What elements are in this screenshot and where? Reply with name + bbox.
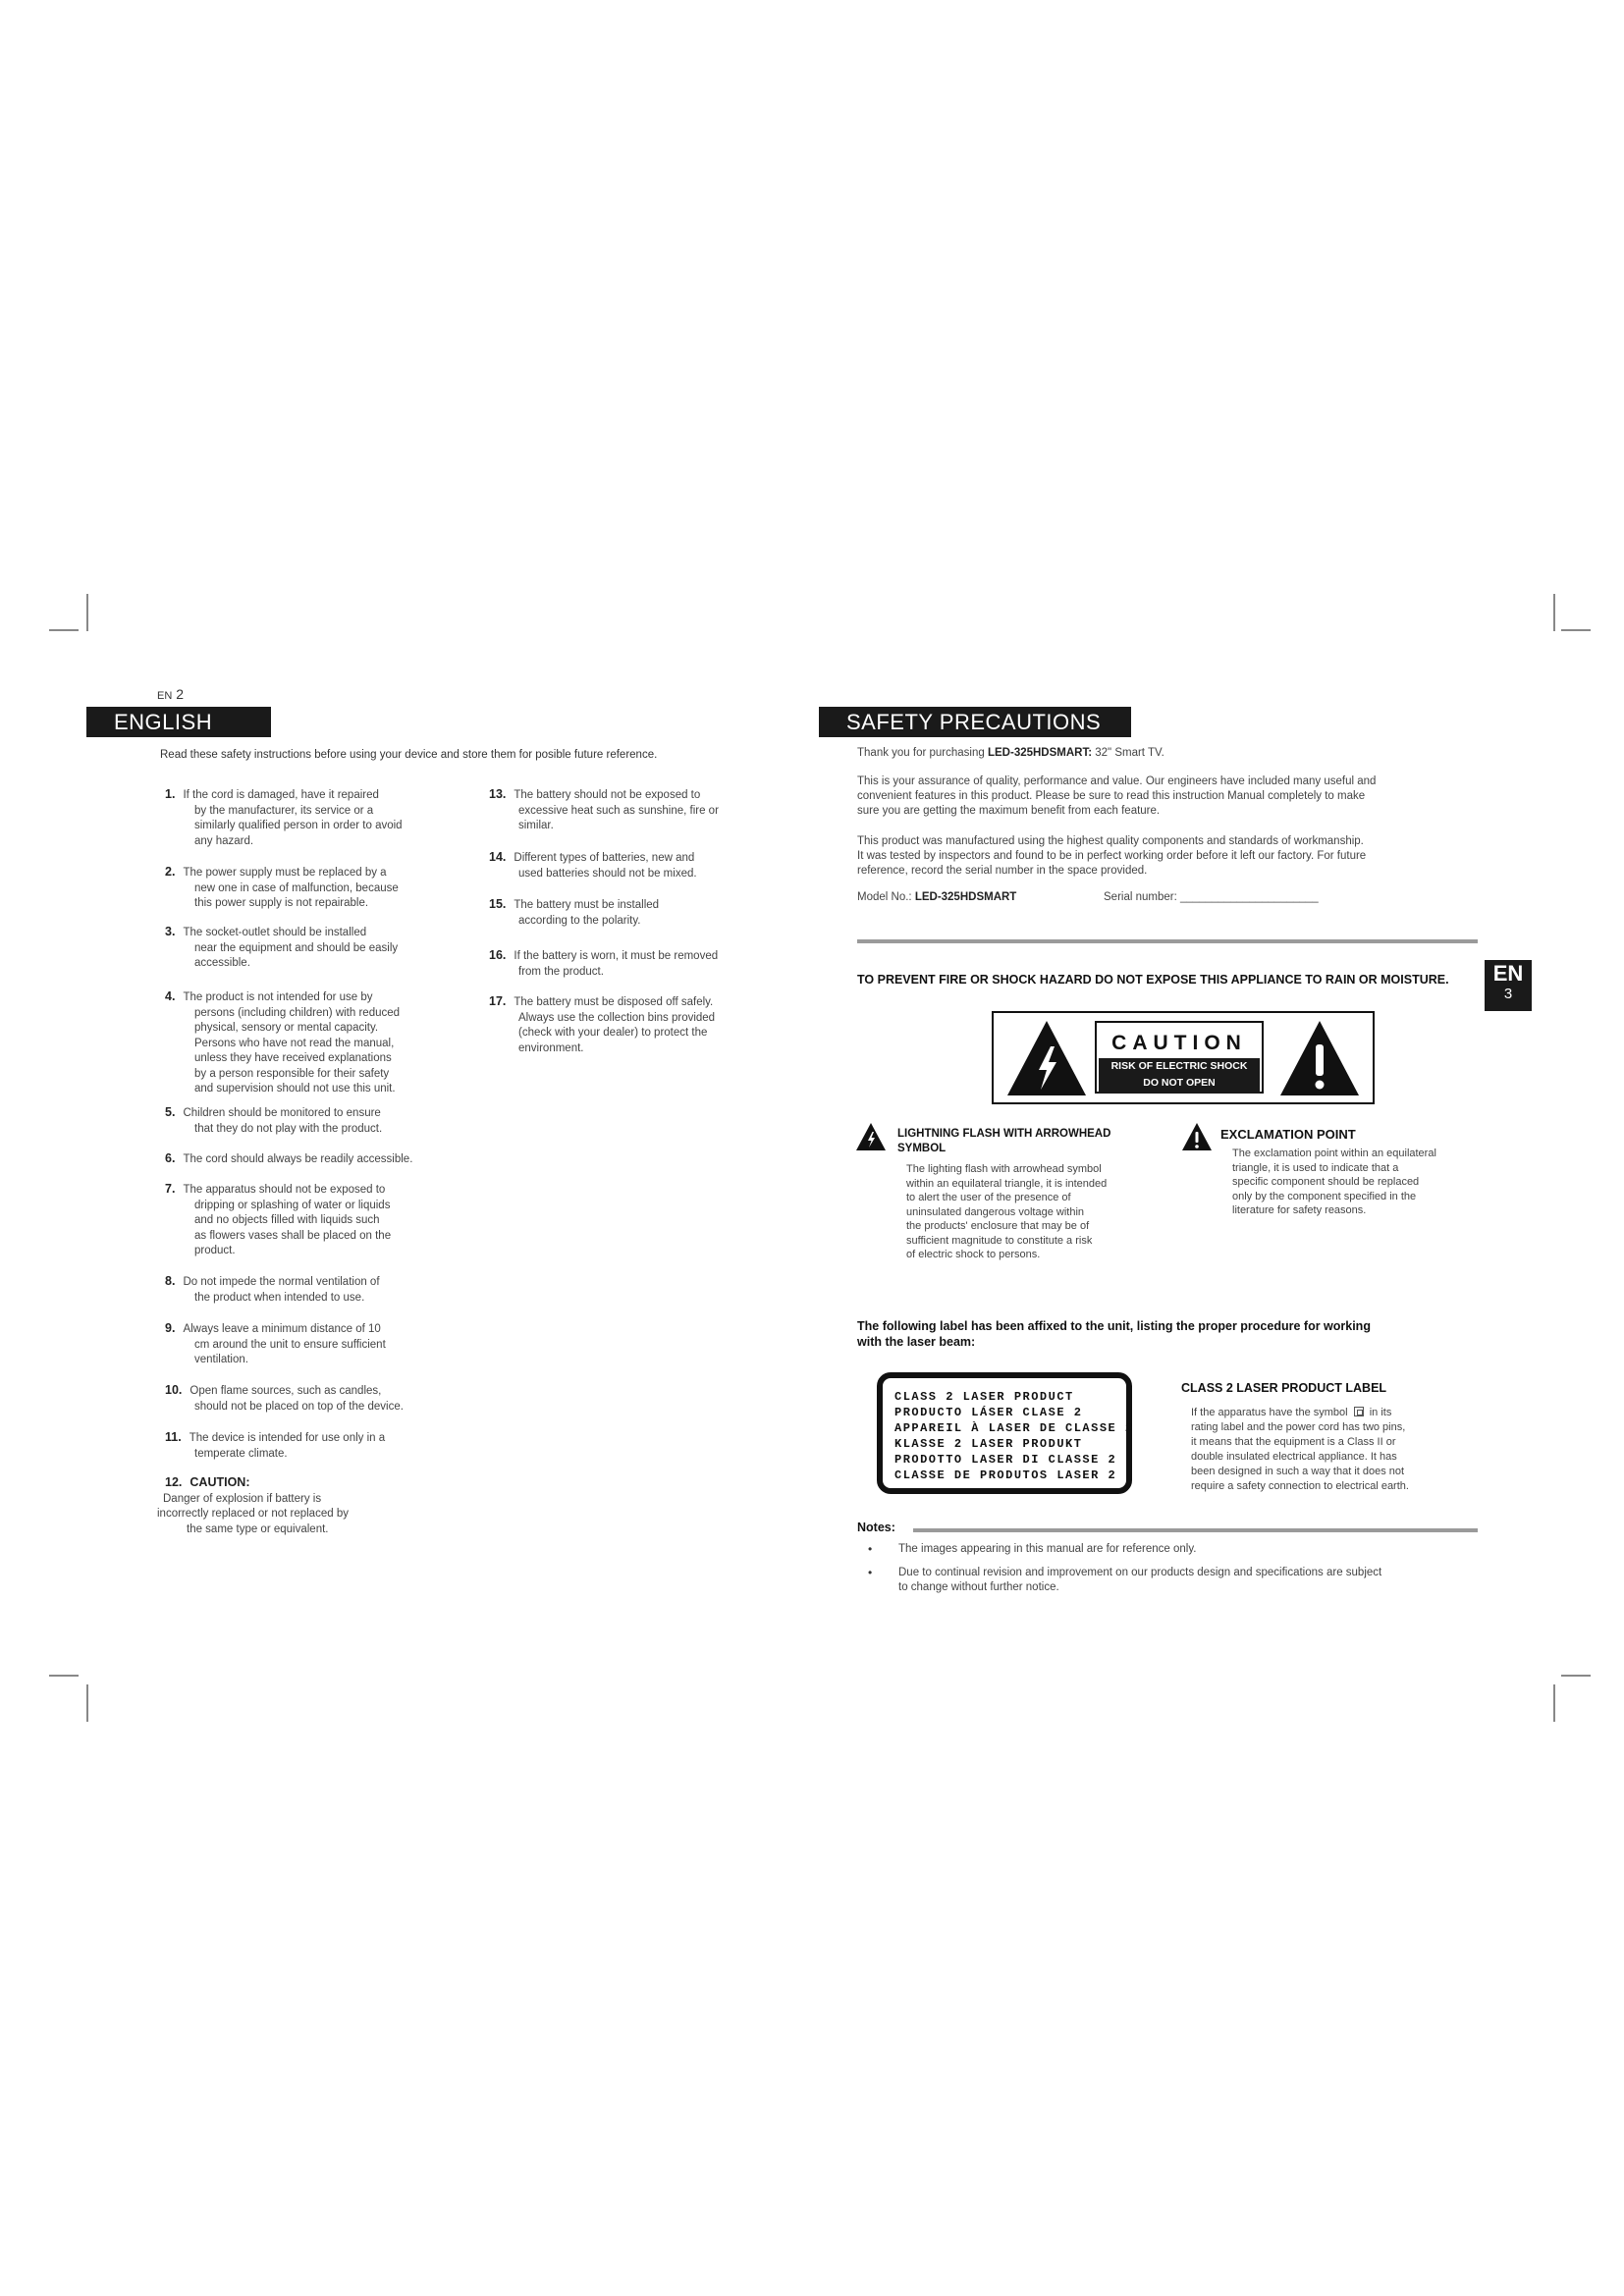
lightning-text-line: The lighting flash with arrowhead symbol — [906, 1163, 1102, 1175]
safety-item — [165, 1430, 385, 1462]
safety-item-text: The battery must be installed — [514, 899, 660, 911]
safety-item — [165, 1321, 386, 1368]
safety-item-text: as flowers vases shall be placed on the — [194, 1229, 392, 1242]
safety-item — [165, 989, 400, 1097]
safety-item-text: Persons who have not read the manual, — [194, 1037, 395, 1049]
double-square-icon — [1354, 1407, 1364, 1416]
crop-mark — [1553, 1684, 1555, 1722]
safety-item-text: The cord should always be readily accessible. — [183, 1153, 413, 1165]
paragraph-line: reference, record the serial number in the space provided. — [857, 865, 1148, 877]
safety-item-text: Always use the collection bins provided — [518, 1011, 716, 1024]
note-line: The images appearing in this manual are for reference only. — [898, 1543, 1197, 1555]
safety-item — [165, 787, 403, 849]
safety-item — [165, 1182, 391, 1259]
safety-item-number: 13. — [489, 787, 507, 801]
laser-label-line: APPAREIL À LASER DE CLASSE 2 — [894, 1421, 1134, 1435]
safety-item-number: 9. — [165, 1321, 176, 1335]
safety-item-text: ventilation. — [194, 1354, 248, 1365]
page-prefix: EN — [157, 690, 173, 702]
safety-item-text: used batteries should not be mixed. — [518, 867, 697, 880]
safety-item-text: environment. — [518, 1041, 584, 1054]
intro-text: Read these safety instructions before using your device and store them for posible future reference. — [160, 749, 658, 761]
crop-mark — [1561, 629, 1591, 631]
safety-item-text: incorrectly replaced or not replaced by — [157, 1508, 349, 1520]
safety-item-number: 6. — [165, 1151, 176, 1165]
safety-item-number: 17. — [489, 994, 507, 1008]
caution-panel — [1095, 1021, 1264, 1094]
safety-item-text: and no objects filled with liquids such — [194, 1214, 380, 1226]
language-tab-code: EN — [1492, 961, 1524, 986]
safety-item-text: by the manufacturer, its service or a — [194, 804, 374, 817]
laser-text-line: double insulated electrical appliance. It has — [1191, 1451, 1397, 1463]
laser-label-line: PRODUCTO LÁSER CLASE 2 — [894, 1406, 1083, 1419]
safety-item-number: 3. — [165, 925, 176, 938]
caution-subtext — [1099, 1058, 1260, 1094]
safety-item-number: 15. — [489, 897, 507, 911]
section-header-english: ENGLISH — [86, 707, 271, 737]
safety-item-text: this power supply is not repairable. — [194, 897, 369, 909]
crop-mark — [86, 1684, 88, 1722]
paragraph-line: This product was manufactured using the highest quality components and standards of workmanship. — [857, 835, 1364, 847]
paragraph-line: sure you are getting the maximum benefit from each feature. — [857, 805, 1161, 817]
safety-item-text: should not be placed on top of the device. — [194, 1400, 404, 1413]
model-number-line — [857, 890, 1016, 905]
safety-item — [165, 1105, 382, 1137]
language-tab-page: 3 — [1503, 986, 1513, 1002]
serial-number-line — [1104, 890, 1319, 905]
safety-item-text: excessive heat such as sunshine, fire or — [518, 804, 719, 817]
divider — [857, 939, 1478, 943]
laser-text-line: require a safety connection to electrical earth. — [1191, 1480, 1409, 1492]
lightning-text-line: within an equilateral triangle, it is intended — [906, 1177, 1108, 1190]
lightning-title — [897, 1127, 1110, 1156]
safety-item-text: the product when intended to use. — [194, 1291, 365, 1304]
exclamation-description — [1232, 1147, 1436, 1218]
serial-label: Serial number: — [1104, 891, 1177, 903]
laser-text-line: rating label and the power cord has two pins, — [1191, 1421, 1406, 1433]
laser-label-line: CLASS 2 LASER PRODUCT — [894, 1390, 1074, 1404]
safety-item-number: 5. — [165, 1105, 176, 1119]
safety-item-number: 8. — [165, 1274, 176, 1288]
model-bold: LED-325HDSMART: — [987, 747, 1093, 759]
laser-label-line: PRODOTTO LASER DI CLASSE 2 — [894, 1453, 1117, 1467]
safety-item-heading: CAUTION: — [189, 1475, 250, 1489]
safety-item-number: 1. — [165, 787, 176, 801]
safety-item-text: from the product. — [518, 965, 604, 978]
safety-item-text: according to the polarity. — [518, 914, 641, 927]
laser-product-label — [877, 1372, 1132, 1494]
exclamation-text-line: specific component should be replaced — [1232, 1176, 1420, 1188]
model-label: Model No.: — [857, 891, 912, 903]
safety-item-text: dripping or splashing of water or liquids — [194, 1199, 391, 1211]
safety-item-text: (check with your dealer) to protect the — [518, 1027, 708, 1039]
safety-item-text: that they do not play with the product. — [194, 1122, 383, 1135]
safety-item-number: 4. — [165, 989, 176, 1003]
safety-item-text: The battery must be disposed off safely. — [514, 996, 714, 1008]
page-number: 2 — [176, 686, 185, 702]
paragraph-line: This is your assurance of quality, performance and value. Our engineers have included many useful and — [857, 775, 1377, 787]
note-line: Due to continual revision and improvement on our products design and specifications are subject — [898, 1567, 1382, 1578]
lightning-triangle-icon — [1005, 1017, 1088, 1099]
safety-item — [165, 1151, 412, 1168]
safety-item-text: If the battery is worn, it must be removed — [514, 950, 719, 962]
exclamation-text-line: The exclamation point within an equilateral — [1232, 1148, 1436, 1159]
safety-item-text: Open flame sources, such as candles, — [189, 1385, 382, 1397]
lightning-text-line: of electric shock to persons. — [906, 1249, 1041, 1260]
lightning-symbol-icon — [855, 1122, 887, 1151]
safety-item — [165, 925, 398, 972]
exclamation-text-line: only by the component specified in the — [1232, 1190, 1417, 1202]
note-bullet: • — [868, 1542, 873, 1556]
paragraph-line: It was tested by inspectors and found to be in perfect working order before it left our factory. For future — [857, 850, 1367, 862]
safety-item-text: Always leave a minimum distance of 10 — [183, 1323, 381, 1335]
safety-item-text: accessible. — [194, 957, 250, 969]
safety-item-text: The device is intended for use only in a — [189, 1432, 386, 1444]
caution-sub-line2: DO NOT OPEN — [1143, 1077, 1216, 1089]
laser-text-after: in its — [1369, 1407, 1392, 1418]
thanks-text — [857, 746, 1164, 761]
safety-item-text: The socket-outlet should be installed — [183, 927, 367, 938]
safety-item — [157, 1475, 349, 1537]
laser-text-first-line — [1191, 1406, 1409, 1420]
model-value: LED-325HDSMART — [914, 891, 1017, 903]
safety-item — [489, 948, 718, 980]
safety-item-text: Different types of batteries, new and — [514, 852, 695, 864]
safety-item-number: 11. — [165, 1430, 182, 1444]
safety-item — [165, 865, 399, 912]
safety-item-text: physical, sensory or mental capacity. — [194, 1022, 379, 1034]
safety-item-text: The product is not intended for use by — [183, 991, 373, 1003]
note-item — [898, 1542, 1196, 1557]
laser-intro-line: with the laser beam: — [857, 1335, 976, 1349]
exclamation-symbol-icon — [1181, 1122, 1213, 1151]
section-header-safety: SAFETY PRECAUTIONS — [819, 707, 1131, 737]
note-line: to change without further notice. — [898, 1581, 1059, 1593]
safety-item-text: Children should be monitored to ensure — [183, 1107, 381, 1119]
lightning-text-line: uninsulated dangerous voltage within — [906, 1205, 1085, 1218]
safety-item-text: any hazard. — [194, 834, 254, 847]
crop-mark — [49, 629, 79, 631]
safety-item-text: If the cord is damaged, have it repaired — [183, 789, 379, 801]
safety-item-text: The power supply must be replaced by a — [183, 867, 387, 879]
paragraph-line: convenient features in this product. Please be sure to read this instruction Manual completely to make — [857, 790, 1366, 802]
laser-text-line: it means that the equipment is a Class II or — [1191, 1436, 1396, 1448]
safety-item-number: 2. — [165, 865, 176, 879]
laser-text-before: If the apparatus have the symbol — [1191, 1407, 1348, 1418]
safety-item — [489, 787, 719, 834]
lightning-title-line2: SYMBOL — [897, 1143, 947, 1154]
thanks-prefix: Thank you for purchasing — [857, 747, 985, 759]
page-number-left — [157, 686, 184, 702]
exclamation-triangle-icon — [1278, 1017, 1361, 1099]
laser-label-title: CLASS 2 LASER PRODUCT LABEL — [1181, 1381, 1387, 1395]
caution-graphic — [992, 1011, 1375, 1104]
safety-item-number: 16. — [489, 948, 507, 962]
lightning-text-line: to alert the user of the presence of — [906, 1192, 1071, 1203]
safety-item-text: Danger of explosion if battery is — [163, 1492, 322, 1505]
safety-item-number: 14. — [489, 850, 507, 864]
laser-text-line: been designed in such a way that it does not — [1191, 1466, 1405, 1477]
language-tab — [1485, 960, 1532, 1011]
lightning-title-line1: LIGHTNING FLASH WITH ARROWHEAD — [897, 1128, 1111, 1140]
assurance-paragraph — [857, 774, 1376, 819]
serial-blank: ______________________ — [1180, 891, 1319, 903]
safety-item-text: similar. — [518, 820, 554, 831]
safety-item-number: 12. — [165, 1475, 183, 1489]
thanks-suffix: 32" Smart TV. — [1095, 747, 1164, 759]
laser-text-rest — [1191, 1420, 1409, 1494]
crop-mark — [1553, 594, 1555, 631]
laser-label-line: KLASSE 2 LASER PRODUKT — [894, 1437, 1083, 1451]
lightning-text-line: sufficient magnitude to constitute a risk — [906, 1234, 1093, 1247]
safety-item-number: 7. — [165, 1182, 176, 1196]
note-bullet: • — [868, 1566, 873, 1579]
safety-item-text: and supervision should not use this unit. — [194, 1083, 396, 1095]
laser-label-line: CLASSE DE PRODUTOS LASER 2 — [894, 1468, 1117, 1482]
safety-item-number: 10. — [165, 1383, 183, 1397]
safety-item — [165, 1274, 380, 1306]
safety-item-text: Do not impede the normal ventilation of — [183, 1276, 380, 1288]
safety-item — [489, 994, 715, 1056]
exclamation-title: EXCLAMATION POINT — [1220, 1127, 1356, 1142]
safety-item-text: near the equipment and should be easily — [194, 941, 399, 954]
safety-item-text: product. — [194, 1245, 236, 1256]
lightning-description — [906, 1162, 1107, 1262]
safety-item — [489, 897, 659, 929]
safety-item-text: persons (including children) with reduced — [194, 1006, 401, 1019]
safety-item-text: similarly qualified person in order to avoid — [194, 820, 403, 831]
safety-item-text: by a person responsible for their safety — [194, 1067, 390, 1080]
laser-intro — [857, 1318, 1371, 1350]
note-item — [898, 1566, 1381, 1595]
crop-mark — [49, 1675, 79, 1677]
safety-item-text: The apparatus should not be exposed to — [183, 1184, 386, 1196]
laser-label-lines — [894, 1389, 1134, 1483]
hazard-warning: TO PREVENT FIRE OR SHOCK HAZARD DO NOT EXPOSE THIS APPLIANCE TO RAIN OR MOISTURE. — [857, 973, 1449, 987]
safety-item — [165, 1383, 404, 1415]
safety-item-text: the same type or equivalent. — [187, 1522, 329, 1535]
safety-item-text: unless they have received explanations — [194, 1052, 392, 1064]
safety-item-text: temperate climate. — [194, 1447, 288, 1460]
caution-word: CAUTION — [1111, 1032, 1247, 1054]
safety-item-text: The battery should not be exposed to — [514, 789, 701, 801]
lightning-text-line: the products' enclosure that may be of — [906, 1220, 1090, 1232]
safety-item-text: new one in case of malfunction, because — [194, 881, 399, 894]
exclamation-text-line: literature for safety reasons. — [1232, 1204, 1367, 1216]
crop-mark — [1561, 1675, 1591, 1677]
laser-label-description — [1191, 1406, 1409, 1494]
crop-mark — [86, 594, 88, 631]
exclamation-text-line: triangle, it is used to indicate that a — [1232, 1161, 1399, 1174]
notes-title: Notes: — [857, 1521, 895, 1534]
safety-item-text: cm around the unit to ensure sufficient — [194, 1338, 386, 1351]
safety-item — [489, 850, 697, 881]
caution-sub-line1: RISK OF ELECTRIC SHOCK — [1110, 1060, 1248, 1072]
laser-intro-line: The following label has been affixed to the unit, listing the proper procedure for working — [857, 1319, 1371, 1333]
notes-divider — [913, 1528, 1478, 1532]
manufacturing-paragraph — [857, 834, 1366, 879]
